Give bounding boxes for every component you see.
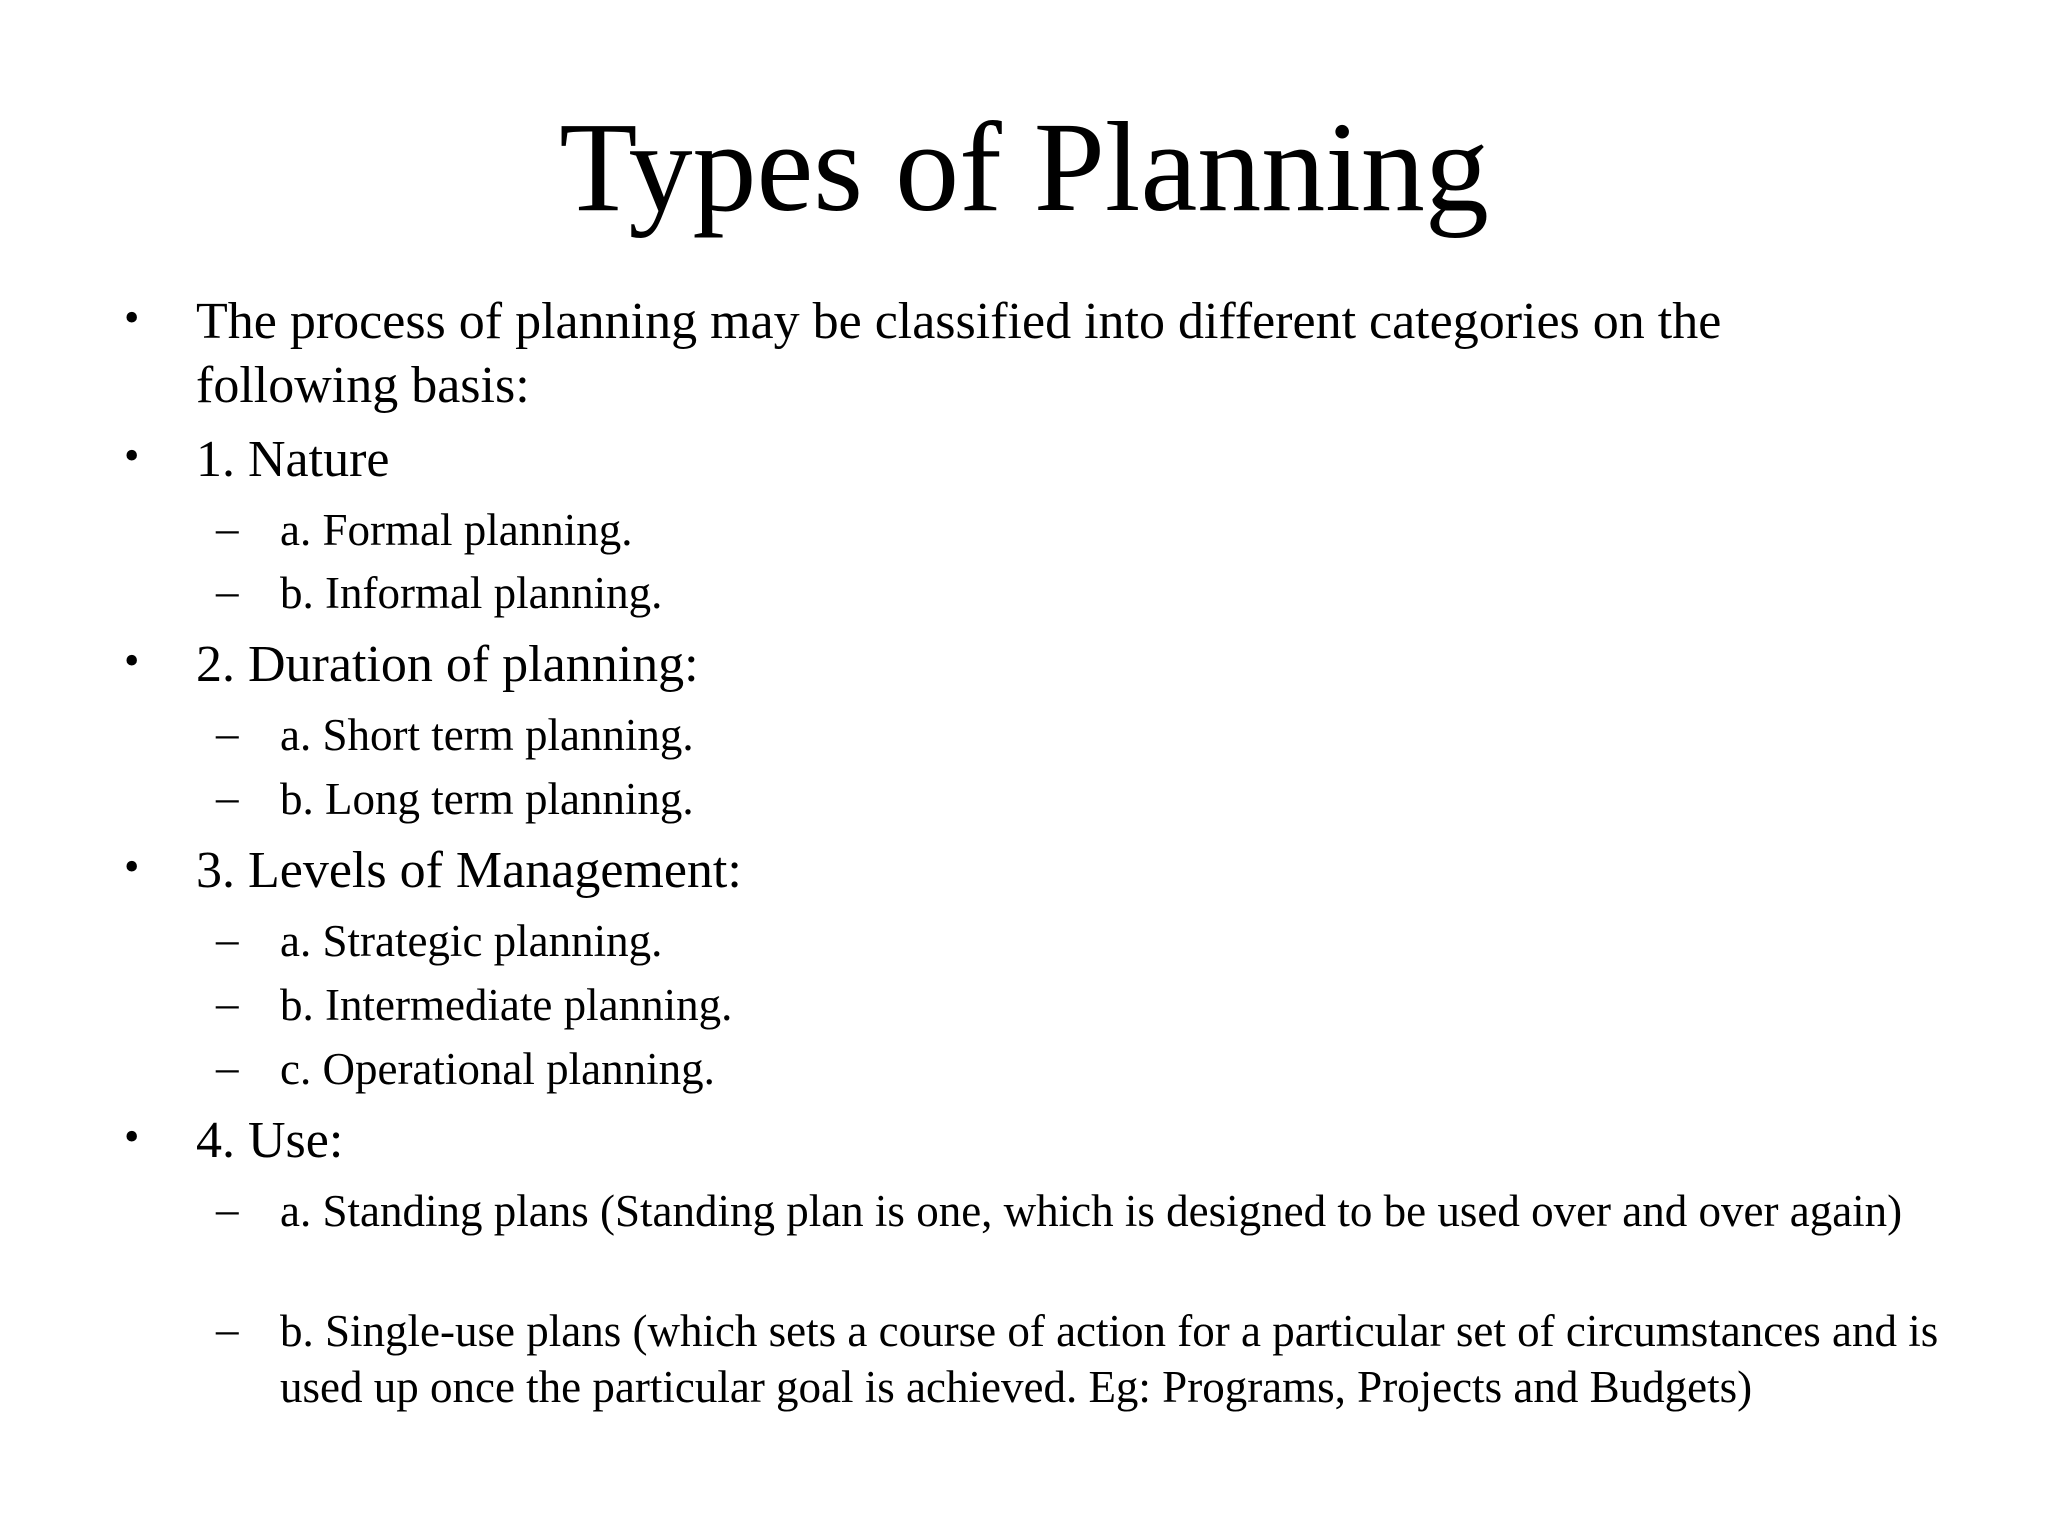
- bullet-text: 3. Levels of Management:: [196, 842, 742, 899]
- bullet-item: [124, 1109, 1896, 1173]
- sub-bullet-item: [216, 1183, 1940, 1239]
- dash-icon: –: [216, 566, 239, 616]
- bullet-icon: •: [124, 842, 140, 891]
- sub-bullet-item: [216, 1303, 1940, 1415]
- slide-title: Types of Planning: [559, 96, 1489, 238]
- sub-bullet-item: [216, 913, 1940, 969]
- bullet-text: The process of planning may be classified into different categories on the following basis:: [196, 293, 1722, 414]
- bullet-item: [124, 290, 1896, 418]
- dash-icon: –: [216, 772, 239, 822]
- bullet-icon: •: [124, 293, 140, 342]
- sub-bullet-item: [216, 502, 1940, 558]
- sub-bullet-text: b. Informal planning.: [280, 568, 663, 618]
- sub-bullet-text: a. Formal planning.: [280, 505, 633, 555]
- bullet-text: 4. Use:: [196, 1112, 344, 1169]
- sub-bullet-text: b. Single-use plans (which sets a course of action for a particular set of circumstances and is used up once the particular goal is achieved. Eg: Programs, Projects and Budgets): [280, 1306, 1939, 1412]
- dash-icon: –: [216, 1304, 239, 1354]
- sub-bullet-item: [216, 707, 1940, 763]
- bullet-text: 1. Nature: [196, 431, 390, 488]
- dash-icon: –: [216, 708, 239, 758]
- sub-bullet-text: c. Operational planning.: [280, 1044, 715, 1094]
- sub-bullet-text: a. Short term planning.: [280, 710, 694, 760]
- sub-bullet-item: [216, 771, 1940, 827]
- bullet-text: 2. Duration of planning:: [196, 636, 699, 693]
- sub-bullet-item: [216, 977, 1940, 1033]
- sub-bullet-item: [216, 565, 1940, 621]
- bullet-icon: •: [124, 431, 140, 480]
- sub-bullet-text: b. Intermediate planning.: [280, 980, 733, 1030]
- dash-icon: –: [216, 914, 239, 964]
- sub-bullet-item: [216, 1041, 1940, 1097]
- bullet-item: [124, 633, 1896, 697]
- bullet-item: [124, 839, 1896, 903]
- dash-icon: –: [216, 1184, 239, 1234]
- sub-bullet-text: a. Strategic planning.: [280, 916, 663, 966]
- dash-icon: –: [216, 503, 239, 553]
- sub-bullet-text: a. Standing plans (Standing plan is one, which is designed to be used over and over again): [280, 1186, 1903, 1236]
- dash-icon: –: [216, 978, 239, 1028]
- bullet-item: [124, 428, 1896, 492]
- bullet-icon: •: [124, 636, 140, 685]
- bullet-icon: •: [124, 1112, 140, 1161]
- sub-bullet-text: b. Long term planning.: [280, 774, 694, 824]
- dash-icon: –: [216, 1042, 239, 1092]
